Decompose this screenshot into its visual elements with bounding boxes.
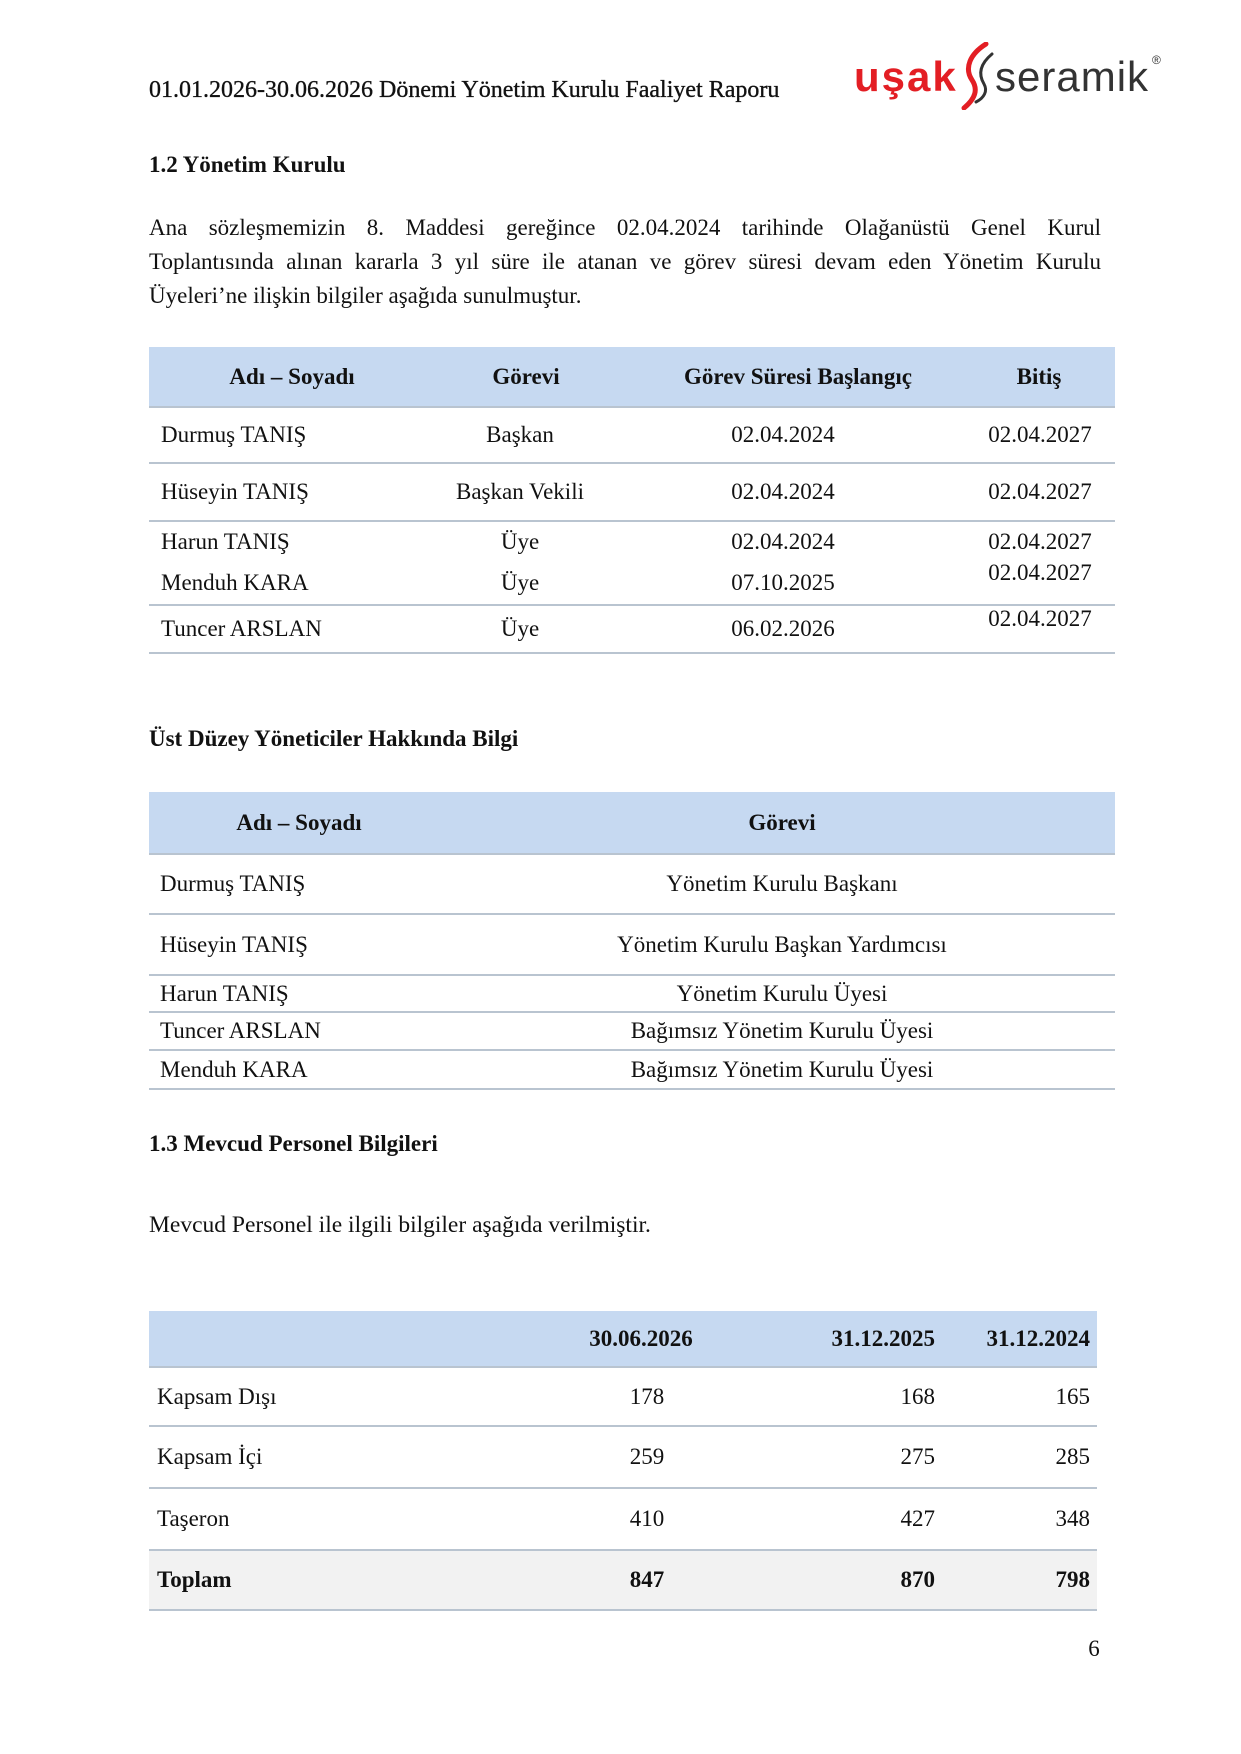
registered-mark: ® <box>1152 53 1161 67</box>
count-cell: 259 <box>629 1444 665 1469</box>
term-end-cell: 02.04.2027 <box>988 528 1092 554</box>
table-header-row <box>149 347 1115 408</box>
paragraph-line: Toplantısında alınan kararla 3 yıl süre ile atanan ve görev süresi devam eden Yönetim Kurulu <box>149 249 1101 274</box>
column-header-name: Adı – Soyadı <box>229 363 355 389</box>
executive-name-cell: Tuncer ARSLAN <box>160 1018 321 1043</box>
table-row <box>149 408 1115 464</box>
table-row <box>149 1427 1097 1489</box>
column-header-period: 31.12.2024 <box>986 1325 1090 1351</box>
table-header-row <box>149 1311 1097 1368</box>
category-cell: Kapsam İçi <box>157 1444 263 1469</box>
column-header-role: Görevi <box>748 809 816 835</box>
total-count-cell: 870 <box>900 1567 935 1592</box>
table-row <box>149 522 1115 561</box>
board-intro-paragraph <box>149 211 1101 313</box>
executive-name-cell: Durmuş TANIŞ <box>160 871 306 896</box>
report-title: 01.01.2026-30.06.2026 Dönemi Yönetim Kurulu Faaliyet Raporu <box>149 77 780 103</box>
count-cell: 348 <box>1055 1506 1090 1531</box>
count-cell: 410 <box>629 1506 665 1531</box>
section-heading-board: 1.2 Yönetim Kurulu <box>149 152 346 177</box>
column-header-term-end: Bitiş <box>1016 363 1062 389</box>
table-row <box>149 976 1115 1013</box>
category-cell: Kapsam Dışı <box>157 1383 277 1409</box>
total-count-cell: 847 <box>629 1567 665 1592</box>
column-header-term-start: Görev Süresi Başlangıç <box>684 363 912 389</box>
member-name-cell: Hüseyin TANIŞ <box>161 479 309 504</box>
company-logo <box>850 40 1170 110</box>
flame-swoosh-icon <box>956 42 996 110</box>
count-cell: 275 <box>900 1444 935 1469</box>
total-count-cell: 798 <box>1055 1567 1090 1592</box>
table-header-row <box>149 792 1115 855</box>
term-end-cell: 02.04.2027 <box>988 422 1092 447</box>
count-cell: 285 <box>1055 1444 1090 1469</box>
count-cell: 168 <box>900 1383 935 1409</box>
executive-role-cell: Bağımsız Yönetim Kurulu Üyesi <box>630 1056 934 1082</box>
table-row <box>149 464 1115 522</box>
count-cell: 427 <box>900 1506 935 1531</box>
term-end-cell: 02.04.2027 <box>988 559 1092 585</box>
column-header-period: 30.06.2026 <box>589 1325 693 1351</box>
count-cell: 178 <box>629 1383 665 1409</box>
term-start-cell: 02.04.2024 <box>731 528 835 554</box>
logo-word-seramik: seramik <box>995 53 1150 100</box>
board-table <box>149 347 1115 654</box>
table-row <box>149 1368 1097 1427</box>
term-start-cell: 02.04.2024 <box>731 479 835 504</box>
executive-role-cell: Bağımsız Yönetim Kurulu Üyesi <box>630 1018 934 1043</box>
table-row <box>149 561 1115 606</box>
logo-word-usak: uşak <box>854 53 958 100</box>
personnel-table <box>149 1311 1097 1611</box>
executive-name-cell: Harun TANIŞ <box>160 980 289 1006</box>
member-name-cell: Menduh KARA <box>161 569 309 595</box>
term-end-cell: 02.04.2027 <box>988 479 1092 504</box>
paragraph-line: Üyeleri’ne ilişkin bilgiler aşağıda sunulmuştur. <box>149 283 582 308</box>
table-row <box>149 915 1115 976</box>
executive-role-cell: Yönetim Kurulu Üyesi <box>676 980 888 1006</box>
table-row <box>149 1051 1115 1090</box>
term-end-cell: 02.04.2027 <box>988 606 1092 631</box>
page-number: 6 <box>1088 1636 1100 1661</box>
member-name-cell: Durmuş TANIŞ <box>161 422 307 447</box>
executive-name-cell: Menduh KARA <box>160 1056 308 1082</box>
column-header-role: Görevi <box>492 363 560 389</box>
term-start-cell: 06.02.2026 <box>731 616 835 641</box>
column-header-period: 31.12.2025 <box>831 1325 935 1351</box>
section-heading-personnel: 1.3 Mevcud Personel Bilgileri <box>149 1131 438 1156</box>
role-cell: Üye <box>500 528 540 554</box>
personnel-intro-text: Mevcud Personel ile ilgili bilgiler aşağıda verilmiştir. <box>149 1212 651 1238</box>
role-cell: Üye <box>500 569 540 595</box>
column-header-name: Adı – Soyadı <box>236 809 362 835</box>
total-label-cell: Toplam <box>157 1567 232 1592</box>
table-total-row <box>149 1551 1097 1611</box>
member-name-cell: Tuncer ARSLAN <box>161 616 322 641</box>
role-cell: Üye <box>500 616 540 641</box>
count-cell: 165 <box>1055 1383 1090 1409</box>
term-start-cell: 07.10.2025 <box>731 569 835 595</box>
table-row <box>149 606 1115 654</box>
executive-role-cell: Yönetim Kurulu Başkan Yardımcısı <box>617 931 947 957</box>
category-cell: Taşeron <box>157 1506 230 1531</box>
table-row <box>149 1489 1097 1551</box>
paragraph-line: Ana sözleşmemizin 8. Maddesi gereğince 02.04.2024 tarihinde Olağanüstü Genel Kurul <box>149 215 1101 240</box>
executive-role-cell: Yönetim Kurulu Başkanı <box>666 871 898 896</box>
executive-name-cell: Hüseyin TANIŞ <box>160 931 308 957</box>
table-row <box>149 1013 1115 1051</box>
executives-table <box>149 792 1115 1090</box>
term-start-cell: 02.04.2024 <box>731 422 835 447</box>
section-heading-executives: Üst Düzey Yöneticiler Hakkında Bilgi <box>149 726 519 751</box>
member-name-cell: Harun TANIŞ <box>161 528 290 554</box>
role-cell: Başkan Vekili <box>456 479 584 504</box>
table-row <box>149 855 1115 915</box>
role-cell: Başkan <box>486 422 554 447</box>
